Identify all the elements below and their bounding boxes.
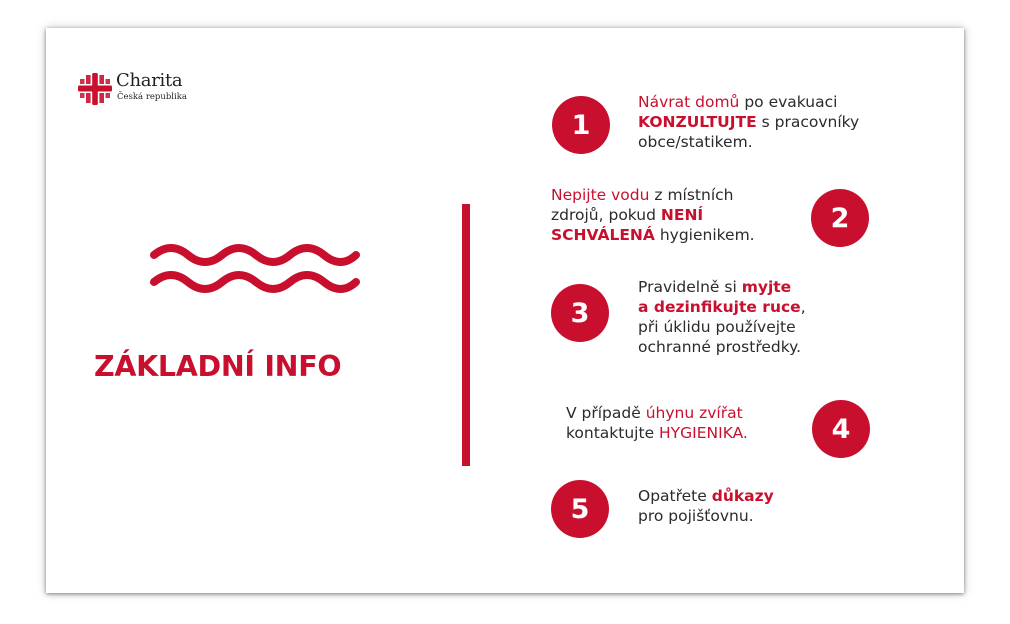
charita-cross-icon bbox=[78, 73, 112, 105]
step-1-line-3: obce/statikem. bbox=[638, 133, 753, 151]
step-2-line-1: Nepijte vodu z místních bbox=[551, 186, 734, 204]
page-title: ZÁKLADNÍ INFO bbox=[94, 350, 342, 383]
step-2-line-2: zdrojů, pokud NENÍ bbox=[551, 206, 704, 224]
logo-name: Charita bbox=[116, 70, 183, 91]
vertical-divider bbox=[462, 204, 470, 466]
step-1-line-2: KONZULTUJTE s pracovníky bbox=[638, 113, 860, 131]
step-5-line-2: pro pojišťovnu. bbox=[638, 507, 754, 525]
step-number-2: 2 bbox=[811, 189, 869, 247]
step-text-1 bbox=[638, 92, 859, 152]
water-waves-icon bbox=[150, 240, 360, 296]
step-3-line-2: a dezinfikujte ruce, bbox=[638, 298, 806, 316]
step-number-3: 3 bbox=[551, 284, 609, 342]
step-number-5: 5 bbox=[551, 480, 609, 538]
step-4-line-2: kontaktujte HYGIENIKA. bbox=[566, 424, 748, 442]
step-text-2 bbox=[551, 185, 755, 245]
step-3-line-4: ochranné prostředky. bbox=[638, 338, 802, 356]
step-4-line-1: V případě úhynu zvířat bbox=[566, 404, 743, 422]
step-3-line-3: při úklidu používejte bbox=[638, 318, 796, 336]
info-card bbox=[46, 28, 964, 593]
logo-subtitle: Česká republika bbox=[117, 92, 187, 102]
step-number-4: 4 bbox=[812, 400, 870, 458]
step-3-line-1: Pravidelně si myjte bbox=[638, 278, 792, 296]
step-5-line-1: Opatřete důkazy bbox=[638, 487, 774, 505]
step-2-line-3: SCHVÁLENÁ hygienikem. bbox=[551, 226, 755, 244]
step-1-line-1: Návrat domů po evakuaci bbox=[638, 93, 838, 111]
step-text-4 bbox=[566, 403, 748, 443]
step-text-3 bbox=[638, 277, 806, 357]
step-number-1: 1 bbox=[552, 96, 610, 154]
step-text-5 bbox=[638, 486, 774, 526]
